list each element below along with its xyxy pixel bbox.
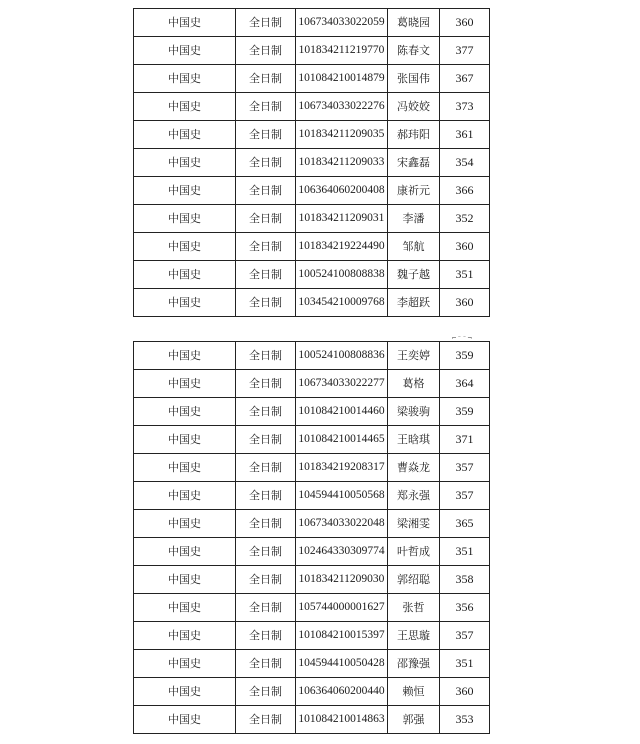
candidate-id-cell: 106734033022059 bbox=[296, 9, 388, 37]
candidate-name-cell: 李潘 bbox=[388, 205, 440, 233]
score-cell: 360 bbox=[440, 289, 490, 317]
score-cell: 360 bbox=[440, 678, 490, 706]
score-cell: 359 bbox=[440, 398, 490, 426]
score-cell: 371 bbox=[440, 426, 490, 454]
study-mode-cell: 全日制 bbox=[236, 261, 296, 289]
score-cell: 360 bbox=[440, 9, 490, 37]
study-mode-cell: 全日制 bbox=[236, 289, 296, 317]
candidate-name-cell: 王思璇 bbox=[388, 622, 440, 650]
table-row bbox=[134, 622, 490, 650]
candidate-name-cell: 郑永强 bbox=[388, 482, 440, 510]
score-cell: 357 bbox=[440, 482, 490, 510]
study-mode-cell: 全日制 bbox=[236, 370, 296, 398]
score-cell: 358 bbox=[440, 566, 490, 594]
table-row bbox=[134, 205, 490, 233]
subject-cell: 中国史 bbox=[134, 289, 236, 317]
study-mode-cell: 全日制 bbox=[236, 706, 296, 734]
candidate-name-cell: 梁骏驹 bbox=[388, 398, 440, 426]
table-row bbox=[134, 426, 490, 454]
candidate-name-cell: 陈春文 bbox=[388, 37, 440, 65]
table-row bbox=[134, 566, 490, 594]
score-cell: 366 bbox=[440, 177, 490, 205]
study-mode-cell: 全日制 bbox=[236, 398, 296, 426]
subject-cell: 中国史 bbox=[134, 261, 236, 289]
study-mode-cell: 全日制 bbox=[236, 93, 296, 121]
candidate-name-cell: 郭强 bbox=[388, 706, 440, 734]
candidate-id-cell: 106734033022277 bbox=[296, 370, 388, 398]
table-row bbox=[134, 706, 490, 734]
score-cell: 367 bbox=[440, 65, 490, 93]
candidate-id-cell: 100524100808838 bbox=[296, 261, 388, 289]
score-cell: 353 bbox=[440, 706, 490, 734]
score-cell: 357 bbox=[440, 454, 490, 482]
score-cell: 351 bbox=[440, 538, 490, 566]
table-row bbox=[134, 9, 490, 37]
table-row bbox=[134, 233, 490, 261]
candidate-name-cell: 李超跃 bbox=[388, 289, 440, 317]
score-cell: 365 bbox=[440, 510, 490, 538]
candidate-name-cell: 张国伟 bbox=[388, 65, 440, 93]
page-break-mark: ⌐⁻⁻¬ bbox=[452, 334, 473, 342]
candidate-name-cell: 葛晓园 bbox=[388, 9, 440, 37]
subject-cell: 中国史 bbox=[134, 510, 236, 538]
candidate-id-cell: 101834211219770 bbox=[296, 37, 388, 65]
subject-cell: 中国史 bbox=[134, 370, 236, 398]
candidate-name-cell: 宋鑫磊 bbox=[388, 149, 440, 177]
table-row bbox=[134, 93, 490, 121]
study-mode-cell: 全日制 bbox=[236, 149, 296, 177]
table-row bbox=[134, 121, 490, 149]
subject-cell: 中国史 bbox=[134, 342, 236, 370]
subject-cell: 中国史 bbox=[134, 177, 236, 205]
subject-cell: 中国史 bbox=[134, 566, 236, 594]
subject-cell: 中国史 bbox=[134, 398, 236, 426]
table-row bbox=[134, 149, 490, 177]
score-table-top bbox=[133, 8, 490, 317]
study-mode-cell: 全日制 bbox=[236, 622, 296, 650]
subject-cell: 中国史 bbox=[134, 482, 236, 510]
table-row bbox=[134, 398, 490, 426]
candidate-name-cell: 赖恒 bbox=[388, 678, 440, 706]
candidate-id-cell: 101084210015397 bbox=[296, 622, 388, 650]
candidate-id-cell: 101834211209030 bbox=[296, 566, 388, 594]
score-table-bottom bbox=[133, 341, 490, 734]
candidate-id-cell: 102464330309774 bbox=[296, 538, 388, 566]
table-row bbox=[134, 342, 490, 370]
score-cell: 373 bbox=[440, 93, 490, 121]
candidate-name-cell: 曹焱龙 bbox=[388, 454, 440, 482]
candidate-id-cell: 100524100808836 bbox=[296, 342, 388, 370]
score-cell: 356 bbox=[440, 594, 490, 622]
score-cell: 352 bbox=[440, 205, 490, 233]
table-row bbox=[134, 454, 490, 482]
subject-cell: 中国史 bbox=[134, 426, 236, 454]
candidate-id-cell: 101084210014465 bbox=[296, 426, 388, 454]
candidate-id-cell: 101834211209033 bbox=[296, 149, 388, 177]
study-mode-cell: 全日制 bbox=[236, 482, 296, 510]
subject-cell: 中国史 bbox=[134, 37, 236, 65]
subject-cell: 中国史 bbox=[134, 149, 236, 177]
candidate-name-cell: 冯姣姣 bbox=[388, 93, 440, 121]
study-mode-cell: 全日制 bbox=[236, 426, 296, 454]
candidate-id-cell: 101834211209031 bbox=[296, 205, 388, 233]
candidate-name-cell: 康祈元 bbox=[388, 177, 440, 205]
candidate-id-cell: 104594410050428 bbox=[296, 650, 388, 678]
table-row bbox=[134, 65, 490, 93]
study-mode-cell: 全日制 bbox=[236, 342, 296, 370]
score-cell: 359 bbox=[440, 342, 490, 370]
candidate-id-cell: 106734033022276 bbox=[296, 93, 388, 121]
score-cell: 364 bbox=[440, 370, 490, 398]
table-row bbox=[134, 650, 490, 678]
candidate-id-cell: 106364060200408 bbox=[296, 177, 388, 205]
score-cell: 351 bbox=[440, 650, 490, 678]
subject-cell: 中国史 bbox=[134, 65, 236, 93]
candidate-name-cell: 张哲 bbox=[388, 594, 440, 622]
subject-cell: 中国史 bbox=[134, 454, 236, 482]
candidate-name-cell: 郭绍聪 bbox=[388, 566, 440, 594]
study-mode-cell: 全日制 bbox=[236, 566, 296, 594]
candidate-name-cell: 王晗琪 bbox=[388, 426, 440, 454]
candidate-name-cell: 邹航 bbox=[388, 233, 440, 261]
study-mode-cell: 全日制 bbox=[236, 177, 296, 205]
candidate-name-cell: 郝玮阳 bbox=[388, 121, 440, 149]
table-row bbox=[134, 510, 490, 538]
table-row bbox=[134, 594, 490, 622]
study-mode-cell: 全日制 bbox=[236, 37, 296, 65]
subject-cell: 中国史 bbox=[134, 233, 236, 261]
study-mode-cell: 全日制 bbox=[236, 650, 296, 678]
candidate-name-cell: 邵豫强 bbox=[388, 650, 440, 678]
candidate-id-cell: 101084210014460 bbox=[296, 398, 388, 426]
score-cell: 361 bbox=[440, 121, 490, 149]
subject-cell: 中国史 bbox=[134, 9, 236, 37]
candidate-id-cell: 105744000001627 bbox=[296, 594, 388, 622]
table-row bbox=[134, 177, 490, 205]
candidate-id-cell: 101084210014879 bbox=[296, 65, 388, 93]
candidate-name-cell: 魏子越 bbox=[388, 261, 440, 289]
subject-cell: 中国史 bbox=[134, 706, 236, 734]
subject-cell: 中国史 bbox=[134, 121, 236, 149]
score-cell: 357 bbox=[440, 622, 490, 650]
table-row bbox=[134, 37, 490, 65]
subject-cell: 中国史 bbox=[134, 205, 236, 233]
subject-cell: 中国史 bbox=[134, 622, 236, 650]
candidate-name-cell: 葛格 bbox=[388, 370, 440, 398]
candidate-id-cell: 104594410050568 bbox=[296, 482, 388, 510]
score-table-bottom-body bbox=[134, 342, 490, 734]
score-table-top-body bbox=[134, 9, 490, 317]
study-mode-cell: 全日制 bbox=[236, 538, 296, 566]
study-mode-cell: 全日制 bbox=[236, 233, 296, 261]
study-mode-cell: 全日制 bbox=[236, 121, 296, 149]
candidate-id-cell: 106734033022048 bbox=[296, 510, 388, 538]
study-mode-cell: 全日制 bbox=[236, 454, 296, 482]
table-row bbox=[134, 261, 490, 289]
study-mode-cell: 全日制 bbox=[236, 594, 296, 622]
candidate-id-cell: 101834211209035 bbox=[296, 121, 388, 149]
score-cell: 351 bbox=[440, 261, 490, 289]
subject-cell: 中国史 bbox=[134, 538, 236, 566]
study-mode-cell: 全日制 bbox=[236, 205, 296, 233]
candidate-id-cell: 103454210009768 bbox=[296, 289, 388, 317]
score-cell: 377 bbox=[440, 37, 490, 65]
candidate-name-cell: 叶哲成 bbox=[388, 538, 440, 566]
candidate-id-cell: 101834219208317 bbox=[296, 454, 388, 482]
subject-cell: 中国史 bbox=[134, 93, 236, 121]
candidate-name-cell: 梁湘雯 bbox=[388, 510, 440, 538]
candidate-id-cell: 106364060200440 bbox=[296, 678, 388, 706]
table-row bbox=[134, 289, 490, 317]
study-mode-cell: 全日制 bbox=[236, 9, 296, 37]
candidate-id-cell: 101084210014863 bbox=[296, 706, 388, 734]
table-row bbox=[134, 370, 490, 398]
candidate-id-cell: 101834219224490 bbox=[296, 233, 388, 261]
table-row bbox=[134, 538, 490, 566]
study-mode-cell: 全日制 bbox=[236, 678, 296, 706]
candidate-name-cell: 王奕婷 bbox=[388, 342, 440, 370]
subject-cell: 中国史 bbox=[134, 678, 236, 706]
subject-cell: 中国史 bbox=[134, 650, 236, 678]
study-mode-cell: 全日制 bbox=[236, 510, 296, 538]
table-row bbox=[134, 482, 490, 510]
score-cell: 360 bbox=[440, 233, 490, 261]
study-mode-cell: 全日制 bbox=[236, 65, 296, 93]
score-cell: 354 bbox=[440, 149, 490, 177]
subject-cell: 中国史 bbox=[134, 594, 236, 622]
table-row bbox=[134, 678, 490, 706]
